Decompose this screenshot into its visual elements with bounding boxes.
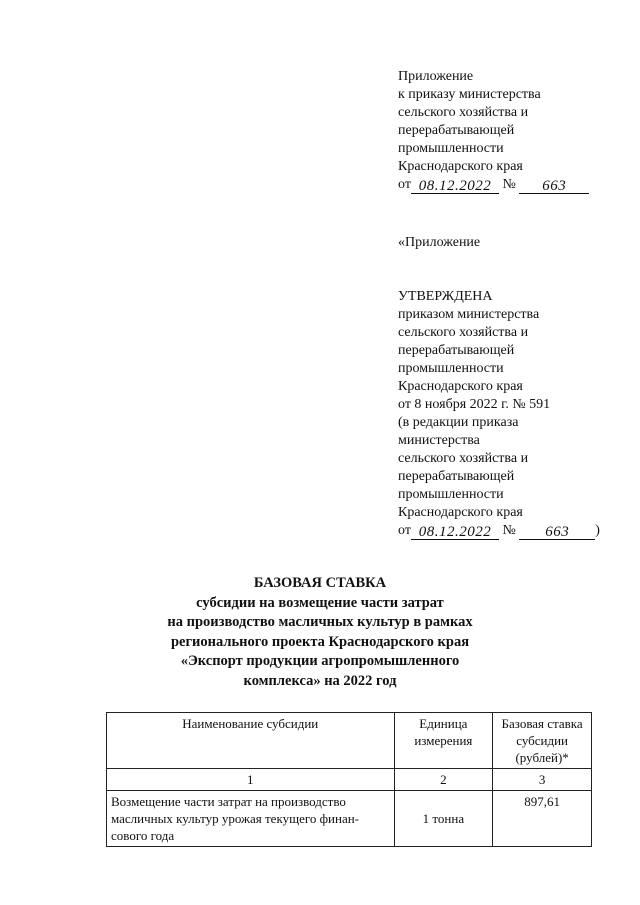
appendix-line: сельского хозяйства и xyxy=(398,105,529,120)
closing-paren: ) xyxy=(595,523,600,538)
title-line: комплекса» на 2022 год xyxy=(243,672,397,689)
quote-heading: «Приложение xyxy=(398,235,481,250)
approved-line: (в редакции приказа xyxy=(398,415,519,430)
approved-line: Краснодарского края xyxy=(398,505,523,520)
title-line: на производство масличных культур в рамках xyxy=(167,614,473,630)
approved-line: сельского хозяйства и xyxy=(398,325,529,340)
subsidy-rate: 897,61 xyxy=(493,791,592,847)
title-line: субсидии на возмещение части затрат xyxy=(196,594,444,611)
col-number: 2 xyxy=(394,769,493,791)
appendix-line: Краснодарского края xyxy=(398,159,523,174)
approved-title: УТВЕРЖДЕНА xyxy=(398,289,493,304)
col-number: 1 xyxy=(107,769,395,791)
date-prefix: от xyxy=(398,177,411,192)
approved-line: министерства xyxy=(398,433,480,448)
approved-line: промышленности xyxy=(398,361,504,376)
approved-line: промышленности xyxy=(398,487,504,502)
handwritten-date: 08.12.2022 xyxy=(411,177,499,194)
subsidy-unit: 1 тонна xyxy=(394,791,493,847)
subsidy-name: Возмещение части затрат на производство масличных культур урожая текущего финан-сового года xyxy=(107,791,395,847)
table-number-row xyxy=(107,769,592,791)
approved-line: от 8 ноября 2022 г. № 591 xyxy=(398,397,551,412)
header-unit: Единица измерения xyxy=(394,713,493,769)
title-line: «Экспорт продукции агропромышленного xyxy=(180,653,460,669)
document-title xyxy=(120,574,520,691)
appendix-line: перерабатывающей xyxy=(398,123,515,138)
appendix-line: промышленности xyxy=(398,141,504,156)
appendix-date-line xyxy=(398,176,589,194)
number-prefix: № xyxy=(502,177,516,192)
approved-date-line xyxy=(398,522,600,540)
appendix-line: к приказу министерства xyxy=(398,87,541,102)
approved-line: Краснодарского края xyxy=(398,379,523,394)
col-number: 3 xyxy=(493,769,592,791)
approved-line: перерабатывающей xyxy=(398,343,515,358)
approved-line: сельского хозяйства и xyxy=(398,451,529,466)
approved-block xyxy=(398,288,600,540)
title-line: БАЗОВАЯ СТАВКА xyxy=(253,575,387,591)
approved-line: приказом министерства xyxy=(398,307,540,322)
approved-line: перерабатывающей xyxy=(398,469,515,484)
appendix-line: Приложение xyxy=(398,69,474,84)
handwritten-number: 663 xyxy=(519,523,595,540)
title-line: регионального проекта Краснодарского края xyxy=(170,633,470,650)
table-header-row xyxy=(107,713,592,769)
handwritten-number: 663 xyxy=(519,177,589,194)
rates-table xyxy=(106,712,592,847)
table-row xyxy=(107,791,592,847)
header-name: Наименование субсидии xyxy=(107,713,395,769)
handwritten-date: 08.12.2022 xyxy=(411,523,499,540)
appendix-block xyxy=(398,68,589,194)
date-prefix: от xyxy=(398,523,411,538)
header-rate: Базовая ставка субсидии (рублей)* xyxy=(493,713,592,769)
number-prefix: № xyxy=(502,523,516,538)
